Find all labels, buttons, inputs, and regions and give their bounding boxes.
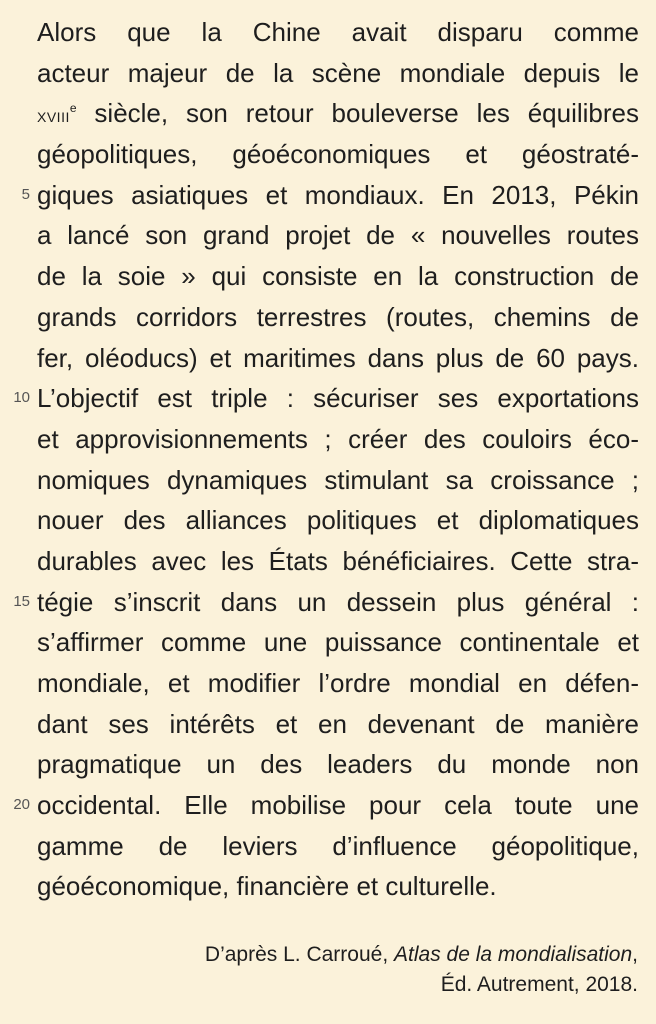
- passage-line: pragmatique un des leaders du monde non: [37, 749, 639, 780]
- source-citation: [205, 940, 638, 1000]
- passage-line: géopolitiques, géoéconomiques et géostraté-: [37, 139, 639, 170]
- passage-line: nomiques dynamiques stimulant sa croissance ;: [37, 464, 639, 495]
- passage-line: et approvisionnements ; créer des couloirs éco-: [37, 423, 639, 454]
- passage-line: durables avec les États bénéficiaires. Cette stra-: [37, 545, 639, 576]
- book-title: Atlas de la mondialisation: [394, 943, 633, 966]
- passage-line-rest: siècle, son retour bouleverse les équilibres: [76, 98, 639, 129]
- passage-line: mondiale, et modifier l’ordre mondial en défen-: [37, 668, 639, 698]
- passage-line: fer, oléoducs) et maritimes dans plus de 60 pays.: [37, 342, 639, 373]
- century-superscript: e: [69, 101, 77, 116]
- passage-line: [13, 378, 639, 419]
- passage-line: gamme de leviers d’influence géopolitique,: [37, 830, 639, 861]
- citation-line-1: [205, 940, 638, 970]
- line-number-5: 5: [21, 185, 30, 203]
- passage-line: Alors que la Chine avait disparu comme: [37, 17, 639, 47]
- passage-line: [37, 93, 639, 134]
- passage-line: [13, 582, 639, 623]
- passage-line: dant ses intérêts et en devenant de manière: [37, 708, 639, 739]
- passage-line-text: L’objectif est triple : sécuriser ses exportations: [37, 383, 639, 414]
- passage-line-text: giques asiatiques et mondiaux. En 2013, Pékin: [37, 179, 639, 210]
- line-number-10: 10: [13, 389, 30, 407]
- passage-line: acteur majeur de la scène mondiale depuis le: [37, 57, 639, 88]
- passage-line: [13, 785, 639, 826]
- passage-line: a lancé son grand projet de « nouvelles routes: [37, 220, 639, 251]
- publisher: Éd. Autrement, 2018.: [440, 973, 638, 996]
- passage-line: de la soie » qui consiste en la construction de: [37, 261, 639, 292]
- passage-line-text: tégie s’inscrit dans un dessein plus général :: [37, 586, 639, 617]
- passage-line: s’affirmer comme une puissance continentale et: [37, 627, 639, 658]
- century-numeral: XVIII: [37, 109, 70, 126]
- citation-prefix: D’après L. Carroué,: [204, 943, 395, 966]
- passage-line: grands corridors terrestres (routes, chemins de: [37, 301, 639, 332]
- passage-text: [13, 12, 639, 907]
- line-number-15: 15: [13, 592, 30, 610]
- passage-line: géoéconomique, financière et culturelle.: [37, 871, 497, 902]
- line-number-20: 20: [13, 796, 30, 814]
- passage-line: nouer des alliances politiques et diplomatiques: [37, 505, 639, 536]
- passage-line: [21, 175, 639, 216]
- passage-line-text: occidental. Elle mobilise pour cela toute une: [37, 790, 639, 821]
- citation-suffix: ,: [632, 943, 638, 966]
